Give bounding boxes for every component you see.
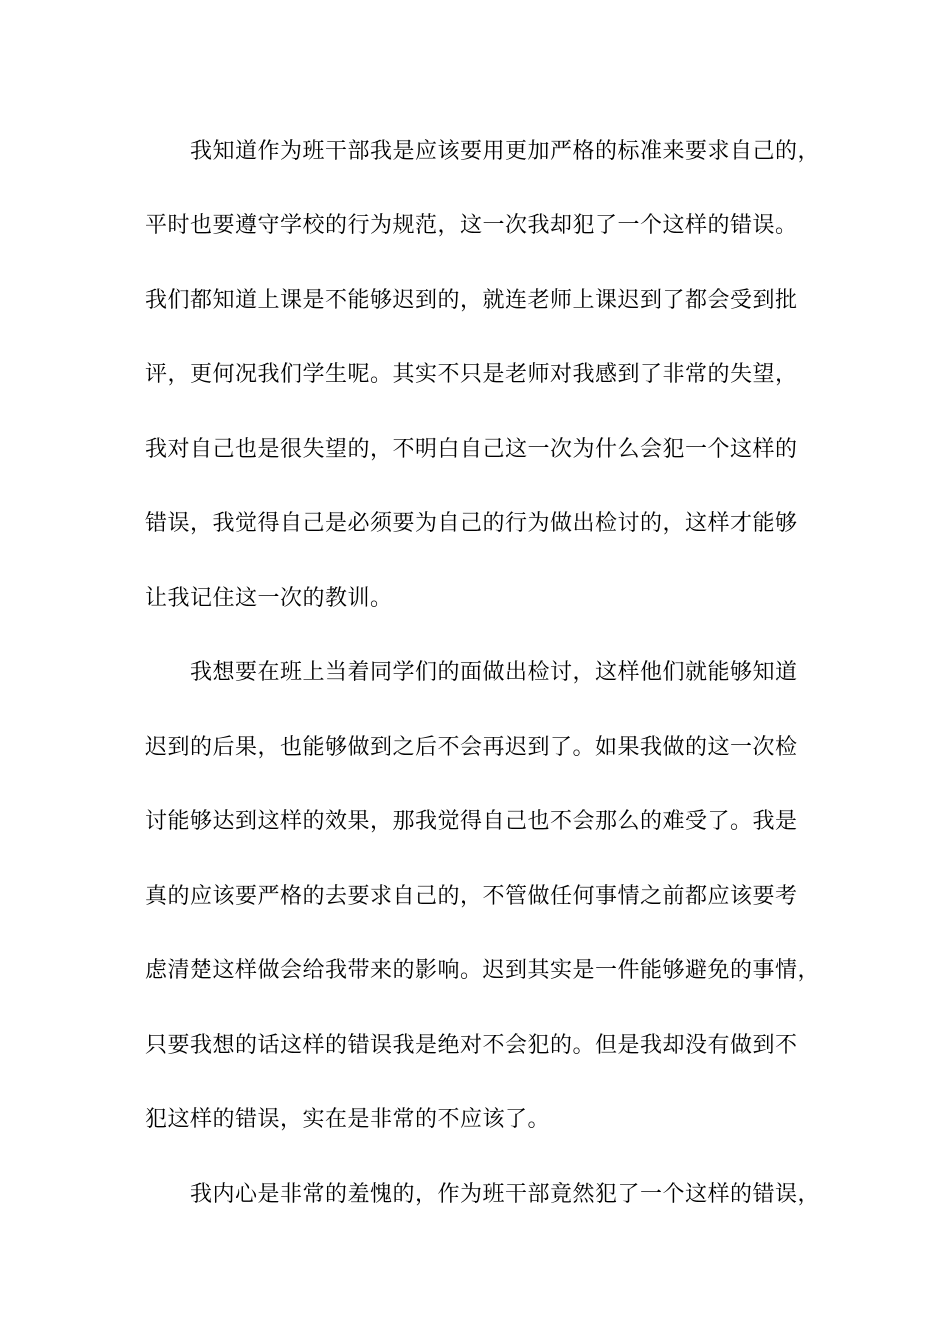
paragraph-2-line-6: 只要我想的话这样的错误我是绝对不会犯的。但是我却没有做到不	[145, 1033, 798, 1058]
paragraph-2-line-7: 犯这样的错误，实在是非常的不应该了。	[145, 1107, 551, 1132]
paragraph-1-line-3: 我们都知道上课是不能够迟到的，就连老师上课迟到了都会受到批	[145, 288, 798, 313]
paragraph-1-line-1: 我知道作为班干部我是应该要用更加严格的标准来要求自己的，	[190, 139, 821, 164]
paragraph-1-line-7: 让我记住这一次的教训。	[145, 586, 393, 611]
paragraph-2-line-5: 虑清楚这样做会给我带来的影响。迟到其实是一件能够避免的事情，	[145, 958, 821, 983]
paragraph-2-line-2: 迟到的后果，也能够做到之后不会再迟到了。如果我做的这一次检	[145, 735, 798, 760]
paragraph-3-line-1: 我内心是非常的羞愧的，作为班干部竟然犯了一个这样的错误，	[190, 1182, 821, 1207]
paragraph-1-line-5: 我对自己也是很失望的，不明白自己这一次为什么会犯一个这样的	[145, 437, 798, 462]
paragraph-2-line-4: 真的应该要严格的去要求自己的，不管做任何事情之前都应该要考	[145, 884, 798, 909]
paragraph-1-line-6: 错误，我觉得自己是必须要为自己的行为做出检讨的，这样才能够	[145, 511, 798, 536]
paragraph-2-line-3: 讨能够达到这样的效果，那我觉得自己也不会那么的难受了。我是	[145, 809, 798, 834]
paragraph-1-line-2: 平时也要遵守学校的行为规范，这一次我却犯了一个这样的错误。	[145, 213, 798, 238]
paragraph-1-line-4: 评，更何况我们学生呢。其实不只是老师对我感到了非常的失望，	[145, 362, 798, 387]
paragraph-2-line-1: 我想要在班上当着同学们的面做出检讨，这样他们就能够知道	[190, 660, 798, 685]
